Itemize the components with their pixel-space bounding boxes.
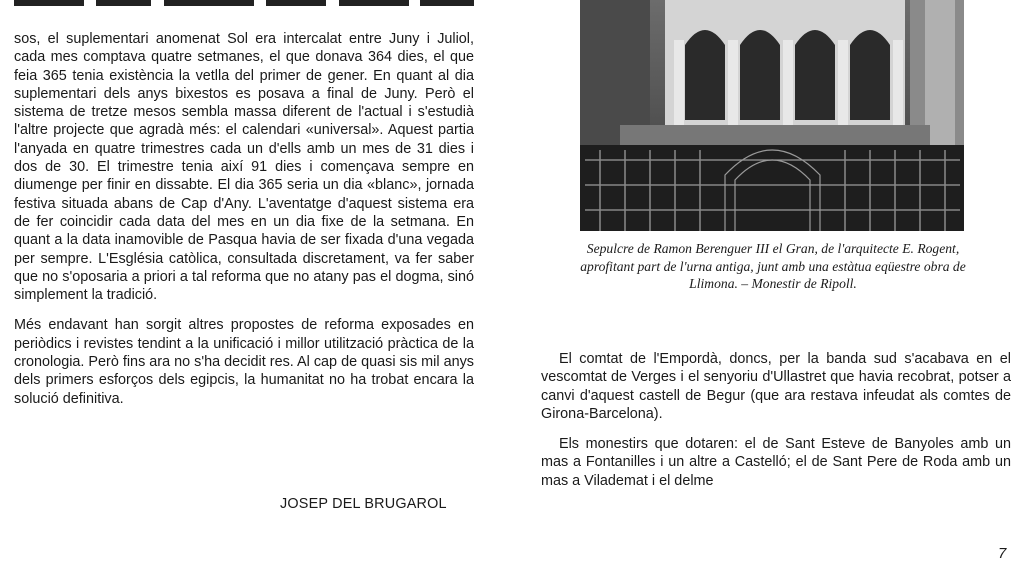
sepulchre-image	[580, 0, 964, 231]
paragraph: Els monestirs que dotaren: el de Sant Esteve de Banyoles amb un mas a Fontanilles i un altre a Castelló; el de Sant Pere de Roda amb un mas a Vilademat i el delme	[541, 436, 1011, 489]
left-text-column	[14, 30, 474, 408]
paragraph: Més endavant han sorgit altres propostes de reforma exposades en periòdics i revistes tendint a la unificació i millor utilització pràctica de la cronologia. Però fins ara no s'ha decidit res. Al cap de quasi sis mil anys dels primers esforços dels egipcis, la humanitat no ha trobat encara la solució definitiva.	[14, 317, 474, 407]
cropped-text-top-edge	[14, 0, 474, 7]
right-text-column	[541, 350, 1011, 490]
author-signature: JOSEP DEL BRUGAROL	[280, 496, 447, 512]
page-number: 7	[998, 545, 1007, 562]
paragraph: sos, el suplementari anomenat Sol era intercalat entre Juny i Juliol, cada mes comptava quatre setmanes, el que donava 364 dies, el que feia 365 tenia existència la vetlla del primer de gener. En quant al dia suplementari dels anys bixestos es posava a final de Juny. Però el sistema de tretze mesos sembla massa diferent de l'actual i s'estudià l'altre projecte que agradà més: el calendari «universal». Aquest partia l'anyada en quatre trimestres cada un d'ells amb un mes de 31 dies i dos de 30. El trimestre tenia així 91 dies i començava sempre en diumenge per finir en dissabte. El dia 365 seria un dia «blanc», jornada festiva situada abans de Cap d'Any. L'aventatge d'aquest sistema era de fer coincidir cada data del mes en un dia fixe de la setmana. En quant a la data inamovible de Pasqua havia de ser fixada d'una vegada per sempre. L'Església catòlica, consultada discretament, va fer saber que no s'oposaria a priori a tal reforma que no atany pas el dogma, sinó simplement la tradició.	[14, 31, 474, 304]
paragraph: El comtat de l'Empordà, doncs, per la banda sud s'acabava en el vescomtat de Verges i el senyoriu d'Ullastret que havia recobrat, potser a canvi d'aquest castell de Begur (que ara restava infeudat als comtes de Girona-Barcelona).	[541, 351, 1011, 422]
photo-caption: Sepulcre de Ramon Berenguer III el Gran, de l'arquitecte E. Rogent, aprofitant part de l'urna antiga, junt amb una estàtua eqüestre obra de Llimona. – Monestir de Ripoll.	[580, 241, 966, 291]
sepulchre-photo	[580, 0, 964, 231]
